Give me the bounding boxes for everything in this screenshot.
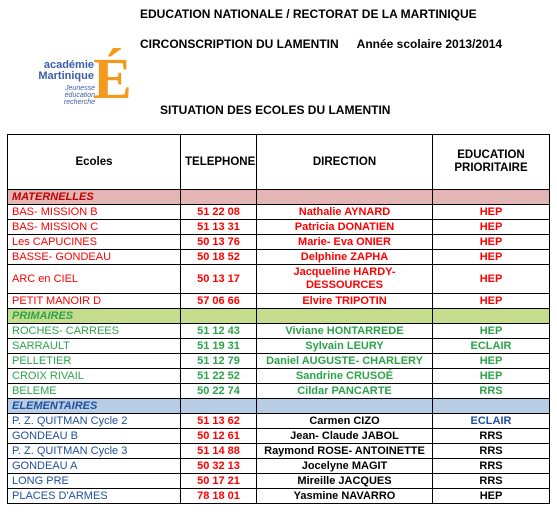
logo-sub3: recherche — [63, 99, 95, 106]
school-year: Année scolaire 2013/2014 — [356, 37, 503, 51]
cell-ecole: PELLETIER — [8, 354, 181, 369]
section-row — [8, 399, 550, 414]
section-cell — [257, 309, 433, 324]
cell-ep: RRS — [433, 444, 550, 459]
cell-ecole: BAS- MISSION B — [8, 205, 181, 220]
cell-direction: Patricia DONATIEN — [257, 220, 433, 235]
table-row — [8, 384, 550, 399]
academie-logo — [30, 46, 140, 116]
col-header-direction: DIRECTION — [257, 135, 433, 190]
col-header-telephone: TELEPHONE — [181, 135, 257, 190]
table-row — [8, 414, 550, 429]
cell-ecole: SARRAULT — [8, 339, 181, 354]
cell-tel: 51 22 08 — [181, 205, 257, 220]
table-row — [8, 474, 550, 489]
cell-direction: Marie- Eva ONIER — [257, 235, 433, 250]
cell-direction: Cildar PANCARTE — [257, 384, 433, 399]
table-body — [8, 190, 550, 504]
cell-direction: Raymond ROSE- ANTOINETTE — [257, 444, 433, 459]
cell-ep: ECLAIR — [433, 339, 550, 354]
table-row — [8, 354, 550, 369]
section-label: PRIMAIRES — [8, 309, 181, 324]
section-cell — [433, 399, 550, 414]
logo-e-icon: É — [93, 46, 132, 111]
cell-ecole: ARC en CIEL — [8, 265, 181, 294]
table-row — [8, 220, 550, 235]
cell-ep: HEP — [433, 220, 550, 235]
section-cell — [433, 190, 550, 205]
circonscription-label: CIRCONSCRIPTION DU LAMENTIN — [140, 37, 339, 51]
cell-ecole: CROIX RIVAIL — [8, 369, 181, 384]
cell-ep: HEP — [433, 354, 550, 369]
logo-line1: académie — [43, 59, 94, 71]
cell-ep: HEP — [433, 324, 550, 339]
logo-subtext — [40, 85, 95, 106]
cell-ecole: PETIT MANOIR D — [8, 294, 181, 309]
cell-ep: RRS — [433, 384, 550, 399]
cell-tel: 51 22 52 — [181, 369, 257, 384]
cell-direction: Carmen CIZO — [257, 414, 433, 429]
table-row — [8, 489, 550, 504]
table-row — [8, 459, 550, 474]
cell-ep: HEP — [433, 489, 550, 504]
cell-ep: HEP — [433, 265, 550, 294]
cell-ecole: GONDEAU B — [8, 429, 181, 444]
cell-ep: RRS — [433, 429, 550, 444]
section-row — [8, 309, 550, 324]
section-row — [8, 190, 550, 205]
header-subtitle — [140, 37, 502, 51]
table-row — [8, 265, 550, 294]
cell-direction: Delphine ZAPHA — [257, 250, 433, 265]
section-label: ELEMENTAIRES — [8, 399, 181, 414]
section-cell — [257, 399, 433, 414]
cell-direction: Jacqueline HARDY- DESSOURCES — [257, 265, 433, 294]
cell-tel: 50 18 52 — [181, 250, 257, 265]
section-cell — [181, 399, 257, 414]
cell-direction: Elvire TRIPOTIN — [257, 294, 433, 309]
cell-tel: 50 13 76 — [181, 235, 257, 250]
cell-tel: 51 13 62 — [181, 414, 257, 429]
cell-direction: Sylvain LEURY — [257, 339, 433, 354]
section-cell — [257, 190, 433, 205]
table-row — [8, 250, 550, 265]
logo-sub2: éducation — [64, 92, 95, 99]
cell-ep: RRS — [433, 474, 550, 489]
cell-tel: 51 12 79 — [181, 354, 257, 369]
cell-ecole: BELEME — [8, 384, 181, 399]
cell-tel: 51 14 88 — [181, 444, 257, 459]
cell-ecole: P. Z. QUITMAN Cycle 2 — [8, 414, 181, 429]
logo-text — [30, 60, 94, 82]
cell-tel: 50 13 17 — [181, 265, 257, 294]
cell-tel: 51 13 31 — [181, 220, 257, 235]
table-row — [8, 205, 550, 220]
cell-tel: 50 32 13 — [181, 459, 257, 474]
cell-ecole: GONDEAU A — [8, 459, 181, 474]
cell-ep: HEP — [433, 235, 550, 250]
table-row — [8, 339, 550, 354]
table-header-row — [8, 135, 550, 190]
header-title: EDUCATION NATIONALE / RECTORAT DE LA MARTINIQUE — [140, 7, 477, 21]
cell-tel: 50 12 61 — [181, 429, 257, 444]
cell-ep: HEP — [433, 250, 550, 265]
table-row — [8, 429, 550, 444]
cell-direction: Sandrine CRUSOÉ — [257, 369, 433, 384]
cell-ep: HEP — [433, 205, 550, 220]
schools-table — [7, 134, 550, 504]
cell-ecole: P. Z. QUITMAN Cycle 3 — [8, 444, 181, 459]
cell-direction: Viviane HONTARREDE — [257, 324, 433, 339]
cell-ecole: ROCHES- CARREES — [8, 324, 181, 339]
table-row — [8, 324, 550, 339]
col-header-ecoles: Ecoles — [8, 135, 181, 190]
cell-tel: 50 22 74 — [181, 384, 257, 399]
section-cell — [433, 309, 550, 324]
cell-ep: ECLAIR — [433, 414, 550, 429]
cell-ecole: BASSE- GONDEAU — [8, 250, 181, 265]
table-row — [8, 369, 550, 384]
cell-direction: Yasmine NAVARRO — [257, 489, 433, 504]
cell-ecole: LONG PRE — [8, 474, 181, 489]
table-row — [8, 444, 550, 459]
col-header-education-prioritaire: EDUCATION PRIORITAIRE — [433, 135, 550, 190]
cell-ep: HEP — [433, 369, 550, 384]
cell-direction: Nathalie AYNARD — [257, 205, 433, 220]
cell-ecole: Les CAPUCINES — [8, 235, 181, 250]
cell-ecole: BAS- MISSION C — [8, 220, 181, 235]
cell-tel: 51 19 31 — [181, 339, 257, 354]
section-cell — [181, 190, 257, 205]
section-label: MATERNELLES — [8, 190, 181, 205]
cell-direction: Daniel AUGUSTE- CHARLERY — [257, 354, 433, 369]
cell-direction: Mireille JACQUES — [257, 474, 433, 489]
section-cell — [181, 309, 257, 324]
cell-tel: 51 12 43 — [181, 324, 257, 339]
cell-tel: 78 18 01 — [181, 489, 257, 504]
logo-sub1: Jeunesse — [65, 85, 95, 92]
page-title: SITUATION DES ECOLES DU LAMENTIN — [160, 103, 391, 117]
cell-direction: Jocelyne MAGIT — [257, 459, 433, 474]
cell-ep: HEP — [433, 294, 550, 309]
table-row — [8, 235, 550, 250]
logo-line2: Martinique — [38, 70, 94, 82]
cell-ecole: PLACES D'ARMES — [8, 489, 181, 504]
table-row — [8, 294, 550, 309]
cell-tel: 57 06 66 — [181, 294, 257, 309]
cell-ep: RRS — [433, 459, 550, 474]
cell-tel: 50 17 21 — [181, 474, 257, 489]
cell-direction: Jean- Claude JABOL — [257, 429, 433, 444]
